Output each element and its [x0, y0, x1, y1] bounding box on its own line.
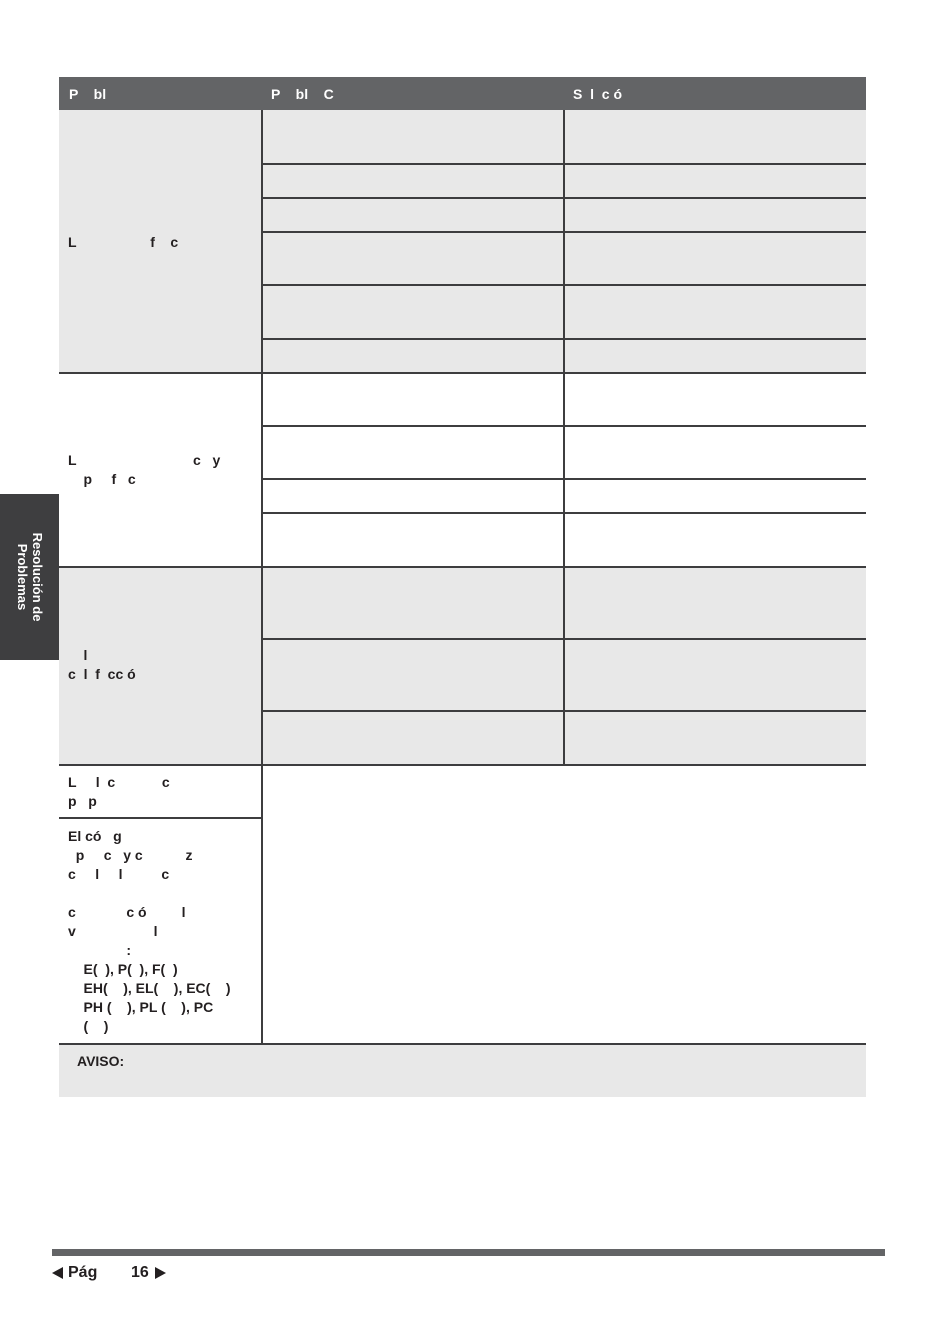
row-1-divider — [263, 163, 866, 165]
row-separator — [59, 817, 262, 819]
row-1-divider — [263, 338, 866, 340]
notice-label: AVISO: — [77, 1053, 125, 1069]
problem-cell-2: L c y p f c — [68, 452, 221, 487]
header-solution: S l c ó — [573, 86, 623, 102]
row-separator — [59, 1043, 866, 1045]
section-tab-label: Resolución de Problemas — [14, 532, 45, 622]
row-3-divider — [263, 638, 866, 640]
prev-page-icon — [52, 1267, 63, 1279]
column-divider-1 — [261, 110, 263, 1044]
problem-cell-1: L f c — [68, 234, 179, 250]
row-2-divider — [263, 425, 866, 427]
row-1-divider — [263, 197, 866, 199]
row-separator — [59, 566, 866, 568]
next-page-icon — [155, 1267, 166, 1279]
footer-bar — [52, 1249, 885, 1256]
row-2-divider — [263, 478, 866, 480]
header-cause: P bl C — [271, 86, 334, 102]
page-number: 16 — [131, 1264, 149, 1281]
row-separator — [59, 764, 866, 766]
table-header — [59, 77, 866, 110]
row-1-divider — [263, 284, 866, 286]
row-1-divider — [263, 231, 866, 233]
row-3-divider — [263, 710, 866, 712]
header-problem: P bl — [69, 86, 107, 102]
page-label: Pág — [68, 1264, 98, 1281]
row-1-background — [59, 110, 866, 372]
row-separator — [59, 372, 866, 374]
row-2-divider — [263, 512, 866, 514]
notice-background — [59, 1044, 866, 1097]
problem-cell-3: l c l f cc ó — [68, 647, 136, 682]
section-tab — [0, 494, 59, 660]
column-divider-2 — [563, 110, 565, 764]
problem-cell-5: El có g p c y c z c l l c c c ó l v l : E( ), P( ), F( ) EH( ), EL( ), EC( ) PH ( ), PL ( ), PC ( ) — [68, 828, 231, 1034]
problem-cell-4: L l c c p p — [68, 774, 170, 809]
row-3-background — [59, 566, 866, 764]
